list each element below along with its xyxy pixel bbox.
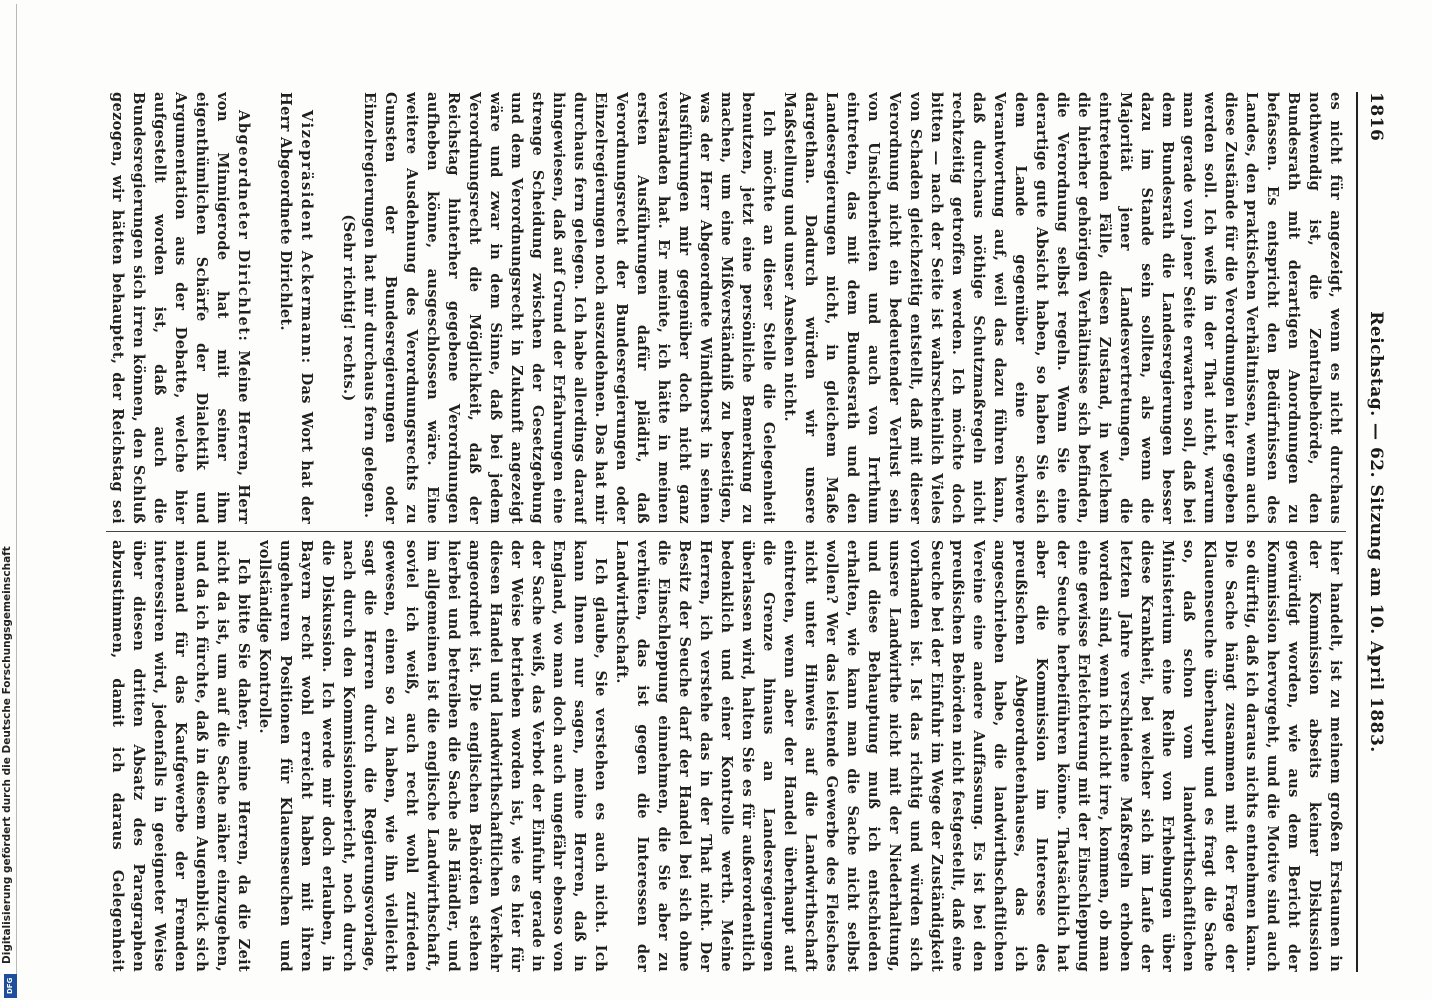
paragraph: Ich möchte an dieser Stelle die Gelegenheit benutzen, jetzt eine persönliche Bemerkung zu machen, um eine Mißverständniß zu beseitigen, was der Herr Abgeordnete Windthorst in seinen Ausführungen mir gegenüber doch nicht ganz verstanden hat. Er meinte, ich hätte in meinen ersten Ausführungen dafür plädirt, daß Verordnungsrecht der Bundesregierungen oder Einzelregierungen noch auszudehnen. Das hat mir durchaus fern gelegen. Ich habe allerdings darauf hingewiesen, daß auf Grund der Erfahrungen eine strenge Scheidung zwischen der Gesetzgebung und dem Verordnungsrecht in Zukunft angezeigt wäre und zwar in dem Sinne, daß bei jedem Verordnungsrecht die Möglichkeit, daß der Reichstag hinterher gegebene Verordnungen aufheben könne, ausgeschlossen wäre. Eine weitere Ausdehnung des Verordnungsrechts zu Gunsten der Bundesregierungen oder Einzelregierungen hat mir durchaus fern gelegen. — [361, 92, 777, 524]
margin-rule — [16, 4, 17, 996]
running-header — [1360, 92, 1386, 972]
speaker-name: Abgeordneter Dirichlet: — [235, 110, 252, 343]
dfg-logo-icon: DFG — [4, 974, 17, 998]
speech-text: Das Wort hat der Herr Abgeordnete Dirichlet. — [277, 92, 315, 524]
paragraph: Ich bitte Sie daher, meine Herren, da die Zeit nicht da ist, um auf die Sache näher einzugehen, und da ich fürchte, daß in diesem Augenblick sich niemand für das Kaufgewerbe der Fremden interessiren wird, jedenfalls in geeigneter Weise über diesen dritten Absatz des Paragraphen abzustimmen, damit ich daraus Gelegenheit — [109, 540, 252, 972]
speaker-paragraph — [275, 92, 317, 524]
speaker-paragraph — [106, 92, 254, 524]
digitization-notice — [3, 4, 19, 996]
digitization-notice-text: Digitalisierung gefördert durch die Deutsche Forschungsgemeinschaft — [1, 546, 13, 964]
column-divider — [106, 531, 1346, 532]
paragraph: Ich glaube, Sie verstehen es auch nicht. Ich kann Ihnen nur sagen, meine Herren, daß in England, wo man doch auch ungefähr ebenso von der Sache weiß, das Verbot der Einfuhr gerade in der Weise betrieben worden ist, wie es hier für diesen Handel und landwirthschaftlichen Verkehr angeordnet ist. Die englischen Behörden stehen hierbei und betreiben die Sache als Händler, und im allgemeinen ist die englische Landwirthschaft, soviel ich weiß, auch recht wohl zufrieden gewesen, einen so zu haben, wie ihn vielleicht sagt die Herren durch die Regierungsvorlage, nach durch den Kommissionsbericht, noch durch die Diskussion. Ich werde mir doch erlauben, in Bayern recht wohl erreicht haben mit ihren ungeheuren Positionen für Klauenseuchen und vollständige Kontrolle. — [256, 540, 609, 972]
rotated-document-page — [96, 92, 1386, 972]
paragraph: hier handelt, ist zu meinem großen Erstaunen in der Kommission abseits keiner Diskussion gewürdigt worden, wie aus dem Bericht der Kommission hervorgeht, und die Motive sind auch so dürftig, daß ich daraus nichts entnehmen kann. Die Sache hängt zusammen mit der Frage der Klauenseuche überhaupt und es fragt die Sache so, daß schon vom landwirthschaftlichen Ministerium eine Reihe von Erhebungen über diese Krankheit, bei welcher sich im Laufe der letzten Jahre verschiedene Maßregeln erhoben worden sind, wenn ich nicht irre, kommen, ob man eine gewisse Erleichterung mit der Einschleppung der Seuche herbeiführen könne. Thatsächlich hat aber die Kommission im Interesse des preußischen Abgeordnetenhauses, das ich angeschrieben habe, die landwirthschaftlichen Vereine eine andere Auffassung. Es ist bei den preußischen Behörden nicht festgestellt, daß eine Seuche bei der Einfuhr im Wege der Zuständigkeit vorhanden ist. Ist das richtig und würden sich unsere Landwirthe nicht mit der Niederhaltung, und diese Behauptung muß ich entschieden erhalten, wie kann man die Sache nicht selbst wollen? Wer das leistende Gewerbe des Fleisches nicht unter Hinweis auf die Landwirthschaft eintreten, wenn aber der Handel überhaupt auf die Grenze hinaus an Landesregierungen überlassen wird, halten Sie es für außerordentlich bedenklich und einer Kontrolle werth. Meine Herren, ich verstehe das in der That nicht. Der Besitz der Seuche darf der Handel bei sich ohne die Einschleppung einnehmen, die Sie aber zu verhüten, das ist gegen die Interessen der Landwirthschaft. — [613, 540, 1344, 972]
header-rule — [1356, 92, 1358, 972]
interjection: (Sehr richtig! rechts.) — [340, 214, 357, 402]
paragraph: es nicht für angezeigt, wenn es nicht durchaus nothwendig ist, die Zentralbehörde, den Bundesrath mit derartigen Anordnungen zu befassen. Es entspricht den Bedürfnissen des Landes, den praktischen Verhältnissen, wenn auch diese Zustände für die Verordnungen hier gegeben werden soll. Ich weiß in der That nicht, warum man gerade von jener Seite erwarten soll, daß bei dem Bundesrath die Landesregierungen besser dazu im Stande sein sollten, als wenn die Majorität jener Landesvertretungen, die eintretenden Fälle, diesen Zustand, in welchem die hierher gehörigen Verhältnisse sich befinden, die Verordnung selbst regeln. Wenn Sie eine derartige gute Absicht haben, so haben Sie sich dem Lande gegenüber eine schwere Verantwortung auf, weil das dazu führen kann, daß durchaus nöthige Schutzmaßregeln nicht rechtzeitig getroffen werden. Ich möchte doch bitten — nach der Seite ist wahrscheinlich Vieles von Schaden gleichzeitig entstellt, daß mit dieser Verordnung nicht ein bedeutender Verlust sein von Unsicherheiten und auch von Irrthum eintreten, das mit dem Bundesrath und den Landesregierungen nicht, in gleichem Maße dargethan. Dadurch würden wir unsere Maßstellung und unser Ansehen nicht. — [781, 92, 1344, 524]
speech-text: Meine Herren, Herr von Minnigerode hat mit seiner ihm eigenthümlichen Schärfe der Dialektik und Argumentation aus der Debatte, welche hier aufgestellt worden ist, daß auch die Bundesregierungen sich irren können, den Schluß gezogen, wir hätten behauptet, der Reichstag sei — [109, 92, 252, 524]
text-column-right — [106, 540, 1346, 972]
speaker-name: Vizepräsident Ackermann: — [298, 110, 315, 365]
text-column-left — [106, 92, 1346, 524]
page-number: 1816 — [1366, 92, 1386, 142]
session-title: Reichstag. — 62. Sitzung am 10. April 1883. — [1366, 311, 1386, 753]
